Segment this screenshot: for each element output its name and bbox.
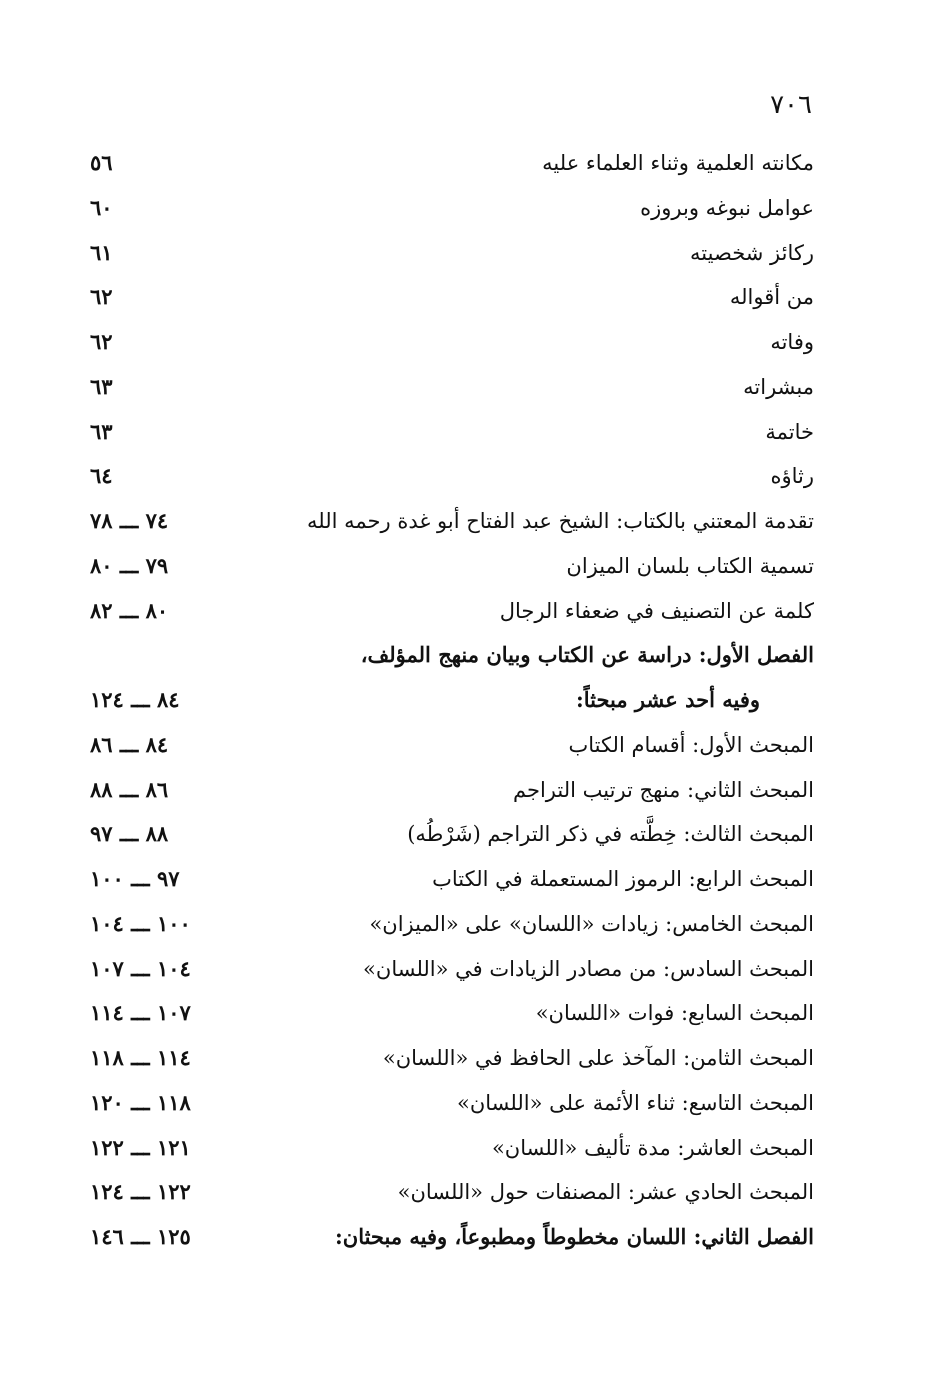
- toc-entry: [0, 1217, 940, 1262]
- toc-entry-title: المبحث السابع: فوات «اللسان»: [535, 1001, 814, 1026]
- toc-entry-pages: ١١٨ ـــ ١٢٠: [90, 1089, 191, 1115]
- toc-entry-title: المبحث الرابع: الرموز المستعملة في الكتاب: [432, 867, 814, 891]
- toc-entry: [0, 635, 940, 680]
- toc-entry: [0, 1083, 940, 1128]
- toc-entry-title: وفيه أحد عشر مبحثاً:: [575, 687, 760, 712]
- toc-entry-title: عوامل نبوغه وبروزه: [640, 195, 814, 220]
- toc-entry-title: مكانته العلمية وثناء العلماء عليه: [542, 151, 814, 175]
- toc-entry: [0, 725, 940, 770]
- toc-entry-pages: ١٢١ ـــ ١٢٢: [90, 1134, 191, 1160]
- toc-entry: [0, 1128, 940, 1173]
- toc-entry: [0, 501, 940, 546]
- toc-entry-title: خاتمة: [765, 419, 814, 444]
- toc-entry-pages: ١٠٠ ـــ ١٠٤: [90, 910, 191, 936]
- toc-entry-title: كلمة عن التصنيف في ضعفاء الرجال: [499, 598, 814, 623]
- toc-entry-pages: ٦٣: [90, 373, 113, 399]
- toc-entry-pages: ٨٤ ـــ ٨٦: [90, 731, 169, 757]
- toc-entry-title: تقدمة المعتني بالكتاب: الشيخ عبد الفتاح أبو غدة رحمه الله: [307, 509, 814, 533]
- toc-entry-title: من أقواله: [729, 285, 814, 310]
- toc-entry-title: المبحث السادس: من مصادر الزيادات في «اللسان»: [363, 956, 814, 981]
- toc-entry: [0, 546, 940, 591]
- toc-entry-pages: ٩٧ ـــ ١٠٠: [90, 866, 180, 891]
- toc-entry: [0, 277, 940, 322]
- toc-entry: [0, 322, 940, 367]
- page-number: ٧٠٦: [770, 90, 812, 120]
- toc-entry-pages: ٨٦ ـــ ٨٨: [90, 776, 169, 802]
- toc-entry: [0, 1172, 940, 1217]
- toc-entry: [0, 993, 940, 1038]
- toc-entry: [0, 904, 940, 949]
- toc-entry-title: المبحث التاسع: ثناء الأئمة على «اللسان»: [456, 1090, 814, 1115]
- toc-entry-title: المبحث الثاني: منهج ترتيب التراجم: [513, 777, 814, 802]
- toc-entry-pages: ٦٢: [90, 284, 113, 310]
- toc-entry-pages: ٨٤ ـــ ١٢٤: [90, 687, 180, 712]
- toc-entry-title: رثاؤه: [770, 464, 814, 489]
- toc-entry-pages: ٦٠: [90, 194, 113, 220]
- toc-entry-title: المبحث الثامن: المآخذ على الحافظ في «اللسان»: [382, 1046, 814, 1070]
- toc-entry: [0, 949, 940, 994]
- toc-entry: [0, 859, 940, 904]
- toc-entry-title: المبحث الخامس: زيادات «اللسان» على «الميزان»: [369, 911, 814, 936]
- toc-entry-title: تسمية الكتاب بلسان الميزان: [566, 553, 814, 578]
- toc-entry-pages: ٧٤ ـــ ٧٨: [90, 508, 169, 533]
- toc-entry-pages: ٦١: [90, 239, 113, 265]
- toc-entry-pages: ١٢٥ ـــ ١٤٦: [90, 1224, 191, 1249]
- toc-entry-pages: ٨٠ ـــ ٨٢: [90, 597, 169, 623]
- toc-entry: [0, 412, 940, 457]
- toc-entry-pages: ٨٨ ـــ ٩٧: [90, 821, 169, 847]
- toc-entry-pages: ١١٤ ـــ ١١٨: [90, 1045, 191, 1070]
- toc-entry-title: مبشراته: [743, 374, 814, 399]
- toc-entry: [0, 143, 940, 188]
- toc-entry-pages: ١٢٢ ـــ ١٢٤: [90, 1179, 191, 1205]
- toc-entry: [0, 680, 940, 725]
- toc-entry: [0, 770, 940, 815]
- toc-entry-title: المبحث العاشر: مدة تأليف «اللسان»: [491, 1135, 814, 1160]
- table-of-contents: [0, 143, 940, 1262]
- toc-entry-pages: ٦٣: [90, 418, 113, 444]
- toc-entry-pages: ٦٤: [90, 463, 113, 489]
- toc-entry: [0, 367, 940, 412]
- toc-entry: [0, 456, 940, 501]
- toc-entry: [0, 1038, 940, 1083]
- toc-entry-pages: ١٠٤ ـــ ١٠٧: [90, 955, 191, 981]
- toc-entry-pages: ٦٢: [90, 329, 113, 354]
- toc-entry: [0, 188, 940, 233]
- toc-entry-title: المبحث الأول: أقسام الكتاب: [568, 732, 814, 757]
- toc-entry-title: وفاته: [770, 330, 814, 354]
- toc-entry: [0, 233, 940, 278]
- toc-entry-title: الفصل الأول: دراسة عن الكتاب وبيان منهج المؤلف،: [360, 642, 814, 668]
- toc-entry-title: المبحث الحادي عشر: المصنفات حول «اللسان»: [397, 1180, 814, 1205]
- toc-entry-title: ركائز شخصيته: [690, 240, 814, 265]
- toc-entry-pages: ٥٦: [90, 150, 113, 175]
- toc-entry-title: المبحث الثالث: خِطَّته في ذكر التراجم (شَرْطُه): [407, 822, 814, 847]
- toc-entry: [0, 814, 940, 859]
- toc-entry-pages: ١٠٧ ـــ ١١٤: [90, 1000, 191, 1026]
- toc-entry-pages: ٧٩ ـــ ٨٠: [90, 552, 169, 578]
- toc-entry: [0, 591, 940, 636]
- toc-entry-title: الفصل الثاني: اللسان مخطوطاً ومطبوعاً، وفيه مبحثان:: [335, 1224, 814, 1249]
